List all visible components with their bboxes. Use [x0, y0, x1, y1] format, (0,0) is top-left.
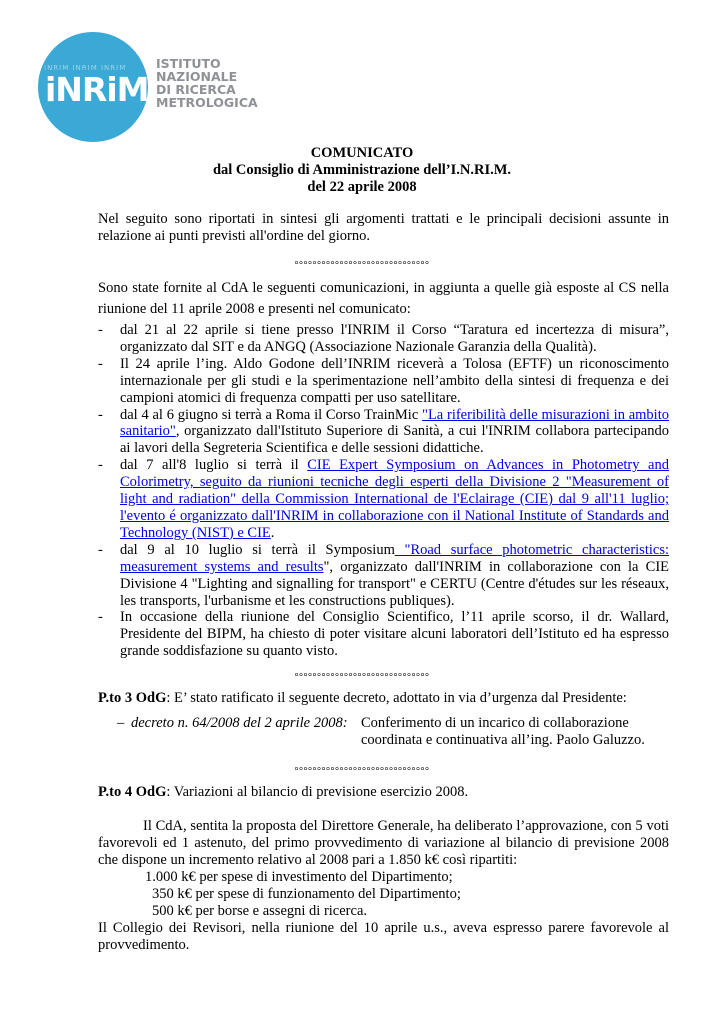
closing-paragraph: Il Collegio dei Revisori, nella riunione del 10 aprile u.s., aveva espresso parere favorevole al provvedimento. — [98, 920, 669, 953]
institute-name — [156, 57, 258, 109]
decree-dash: – — [117, 715, 125, 731]
point-3-heading — [98, 690, 669, 707]
decree-description-line-1: Conferimento di un incarico di collaborazione — [361, 715, 629, 731]
logo-small-text: INRIM INRIM INRIM — [44, 64, 127, 72]
trainmic-link[interactable]: "La riferibilità delle misurazioni in ambito sanitario" — [120, 406, 669, 440]
budget-paragraph: Il CdA, sentita la proposta del Direttore Generale, ha deliberato l’approvazione, con 5 voti favorevoli ed 1 astenuto, del primo provvedimento di variazione al bilancio di previsione 2008 che dispone un incremento relativo al 2008 pari a 1.850 k€ così ripartiti: — [98, 818, 669, 868]
header-date: del 22 aprile 2008 — [307, 179, 417, 195]
allocation-1: 1.000 k€ per spese di investimento del Dipartimento; — [145, 869, 453, 885]
item-text: dal 21 al 22 aprile si tiene presso l'INRIM il Corso “Taratura ed incertezza di misura”, organizzato dal SIT e da ANGQ (Associazione Nazionale Garanzia della Qualità). — [120, 322, 669, 355]
item-text: Il 24 aprile l’ing. Aldo Godone dell’INRIM riceverà a Tolosa (EFTF) un riconoscimento internazionale per gli studi e la sperimentazione nell’ambito della sintesi di frequenza e dei campioni atomici di frequenza compatti per uso satellitare. — [120, 355, 669, 406]
institute-line-3: DI RICERCA — [156, 82, 236, 97]
item-text: dal 9 al 10 luglio si terrà il Symposium — [120, 541, 395, 558]
intro-paragraph: Nel seguito sono riportati in sintesi gli argomenti trattati e le principali decisioni assunte in relazione ai punti previsti all'ordine del giorno. — [98, 211, 669, 244]
institute-line-2: NAZIONALE — [156, 69, 238, 84]
decree-description-line-2: coordinata e continuativa all’ing. Paolo Galuzzo. — [361, 732, 645, 748]
allocation-3: 500 k€ per borse e assegni di ricerca. — [152, 903, 368, 919]
separator-1: °°°°°°°°°°°°°°°°°°°°°°°°°°°°°° — [294, 260, 430, 271]
separator-3: °°°°°°°°°°°°°°°°°°°°°°°°°°°°°° — [294, 766, 430, 777]
list-item — [98, 457, 669, 542]
list-item — [98, 356, 669, 407]
list-item — [98, 407, 669, 458]
institute-line-4: METROLOGICA — [156, 95, 258, 110]
item-text: dal 7 all'8 luglio si terrà il — [120, 457, 308, 474]
communications-intro: Sono state fornite al CdA le seguenti comunicazioni, in aggiunta a quelle già esposte al CS nella riunione del 11 aprile 2008 e presenti nel comunicato: — [98, 280, 669, 317]
decree-reference: decreto n. 64/2008 del 2 aprile 2008: — [131, 715, 348, 731]
institute-line-1: ISTITUTO — [156, 56, 221, 71]
cie-symposium-link[interactable]: CIE Expert Symposium on Advances in Photometry and Colorimetry, seguito da riunioni tecniche degli esperti della Divisione 2 "Measurement of light and radiation" della Commission International de l'Eclairage (CIE) dal 9 all'11 luglio; l'evento é organizzato dall'INRIM in collaborazione con il National Institute of Standards and Technology (NIST) e CIE — [120, 457, 669, 541]
decree-entry — [117, 715, 348, 732]
item-text: dal 4 al 6 giugno si terrà a Roma il Corso TrainMic — [120, 406, 423, 423]
item-text: . — [270, 524, 275, 541]
separator-2: °°°°°°°°°°°°°°°°°°°°°°°°°°°°°° — [294, 672, 430, 683]
point-3-text: : E’ stato ratificato il seguente decreto, adottato in via d’urgenza dal Presidente: — [166, 690, 627, 706]
point-4-text: : Variazioni al bilancio di previsione esercizio 2008. — [166, 784, 469, 800]
point-4-heading — [98, 784, 669, 801]
item-text: , organizzato dall'Istituto Superiore di Sanità, a cui l'INRIM collabora partecipando ai lavori della Segreteria Scientifica e delle sessioni didattiche. — [120, 423, 669, 457]
item-text: In occasione della riunione del Consiglio Scientifico, l’11 aprile scorso, il dr. Wallard, Presidente del BIPM, ha chiesto di poter visitare alcuni laboratori dell’Istituto ed ha espresso grande soddisfazione su quanto visto. — [120, 609, 669, 660]
allocation-2: 350 k€ per spese di funzionamento del Dipartimento; — [152, 886, 461, 902]
point-3-label: P.to 3 OdG — [98, 690, 167, 706]
list-item — [98, 609, 669, 660]
road-surface-link[interactable]: "Road surface photometric characteristics: measurement systems and results — [120, 541, 669, 575]
header-title: COMUNICATO — [310, 145, 414, 161]
item-text: ", organizzato dall'INRIM in collaborazione con la CIE Divisione 4 "Lighting and signalling for transport" e CERTU (Centre d'études sur les réseaux, les transports, l'urbanisme et les constructions publiques). — [120, 558, 670, 609]
point-4-label: P.to 4 OdG — [98, 784, 167, 800]
header-subtitle: dal Consiglio di Amministrazione dell’I.N.RI.M. — [212, 162, 512, 178]
document-header — [0, 145, 724, 196]
list-item — [98, 542, 669, 610]
decree-description — [361, 715, 669, 749]
list-item — [98, 322, 669, 356]
communications-list — [98, 322, 669, 660]
logo-mark: iNRiM — [45, 70, 149, 109]
